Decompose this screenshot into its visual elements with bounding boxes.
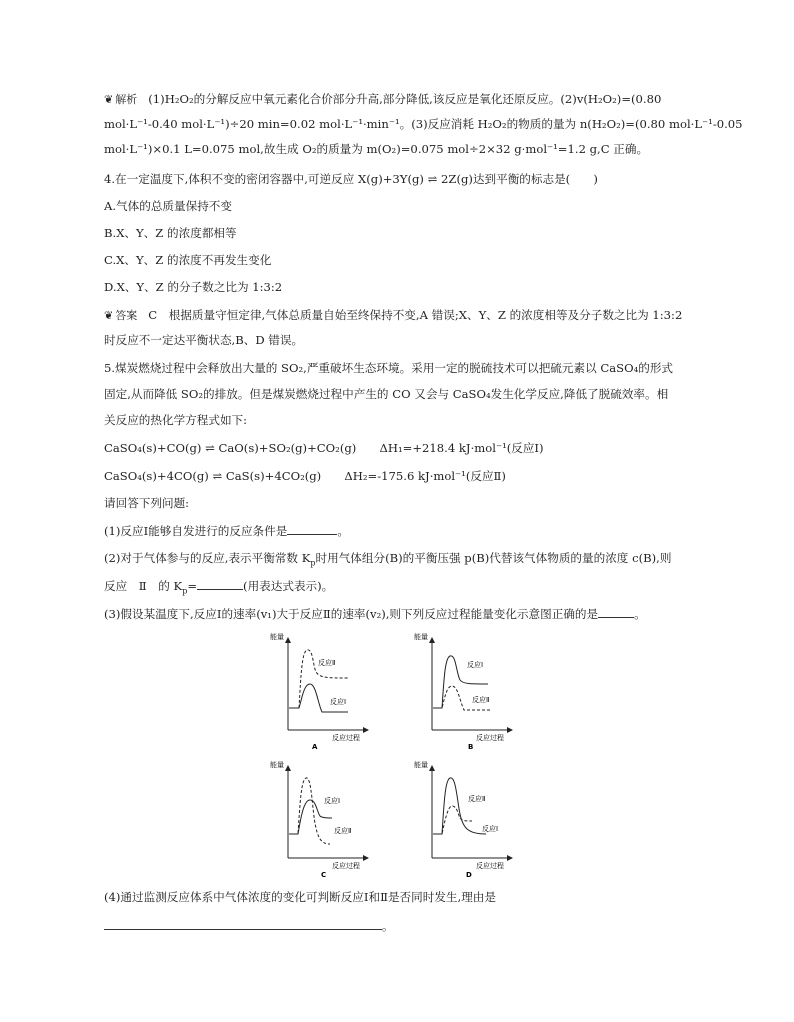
answer-tag: 答案	[115, 309, 138, 322]
x-axis-label: 反应过程	[476, 734, 504, 742]
analysis-line-2: mol·L⁻¹-0.40 mol·L⁻¹)÷20 min=0.02 mol·L⁻¹·min⁻¹。(3)反应消耗 H₂O₂的物质的量为 n(H₂O₂)=(0.80 mol·L⁻¹-0.05	[104, 117, 743, 131]
q5-intro-1: 5.煤炭燃烧过程中会释放出大量的 SO₂,严重破坏生态环境。采用一定的脱硫技术可以把硫元素以 CaSO₄的形式	[104, 361, 674, 375]
q5-equation-2: CaSO₄(s)+4CO(g) ⇌ CaS(s)+4CO₂(g) ΔH₂=-175.6 kJ·mol⁻¹(反应Ⅱ)	[104, 469, 506, 483]
x-axis-label: 反应过程	[476, 862, 504, 870]
answer-blank-1[interactable]	[287, 522, 337, 535]
diagram-label-c: C	[321, 871, 327, 878]
q5-part-2-line-1: (2)对于气体参与的反应,表示平衡常数 $K_p$时用气体组分(B)的平衡压强 p(B)代替该气体物质的量的浓度 c(B),则	[104, 551, 672, 568]
diagram-label-a: A	[312, 743, 318, 750]
y-axis-label: 能量	[414, 633, 428, 641]
answer-blank-3[interactable]	[598, 605, 634, 618]
bullet-icon: ❦	[104, 93, 114, 106]
label-reaction-1: 反应Ⅰ	[330, 698, 347, 706]
q5-part-3: (3)假设某温度下,反应Ⅰ的速率(v₁)大于反应Ⅱ的速率(v₂),则下列反应过程能量变化示意图正确的是 。	[104, 607, 646, 621]
diagram-label-b: B	[468, 743, 474, 750]
q4-option-a: A.气体的总质量保持不变	[104, 199, 232, 213]
analysis-tag: 解析	[115, 93, 138, 106]
q4-answer-line-1: ❦ 答案 C 根据质量守恒定律,气体总质量自始至终保持不变,A 错误;X、Y、Z 的浓度相等及分子数之比为 1:3:2	[104, 308, 683, 322]
q4-answer-line-2: 时反应不一定达平衡状态,B、D 错误。	[104, 333, 304, 347]
q5-part-2-line-2: 反应 Ⅱ 的 $K_p=$ (用表达式表示)。	[104, 579, 334, 596]
q5-part-4: (4)通过监测反应体系中气体浓度的变化可判断反应Ⅰ和Ⅱ是否同时发生,理由是	[104, 890, 496, 904]
label-reaction-2: 反应Ⅱ	[334, 827, 352, 835]
curve-reaction-1	[289, 800, 332, 834]
energy-diagram-c	[268, 756, 378, 878]
q5-part-4-answer-line: 。	[104, 917, 394, 934]
x-axis-label: 反应过程	[332, 734, 360, 742]
diagram-label-d: D	[466, 871, 472, 878]
label-reaction-1: 反应Ⅰ	[482, 825, 499, 833]
q5-intro-2: 固定,从而降低 SO₂的排放。但是煤炭燃烧过程中产生的 CO 又会与 CaSO₄发生化学反应,降低了脱硫效率。相	[104, 387, 669, 401]
q4-option-c: C.X、Y、Z 的浓度不再发生变化	[104, 253, 272, 267]
q4-option-b: B.X、Y、Z 的浓度都相等	[104, 226, 237, 240]
y-axis-label: 能量	[414, 761, 428, 769]
label-reaction-2: 反应Ⅱ	[318, 659, 336, 667]
answer-blank-4[interactable]	[104, 917, 382, 930]
q5-intro-3: 关反应的热化学方程式如下:	[104, 413, 248, 427]
energy-diagram-d	[412, 756, 522, 878]
analysis-line-1: ❦ 解析 (1)H₂O₂的分解反应中氧元素化合价部分升高,部分降低,该反应是氧化还原反应。(2)v(H₂O₂)=(0.80	[104, 92, 662, 106]
bullet-icon: ❦	[104, 309, 114, 322]
curve-reaction-1	[433, 778, 486, 834]
curve-reaction-2	[433, 806, 472, 834]
q5-prompt: 请回答下列问题:	[104, 496, 190, 510]
label-reaction-2: 反应Ⅱ	[468, 795, 486, 803]
energy-diagram-a	[268, 628, 378, 750]
q5-part-1: (1)反应Ⅰ能够自发进行的反应条件是 。	[104, 524, 349, 538]
q5-equation-1: CaSO₄(s)+CO(g) ⇌ CaO(s)+SO₂(g)+CO₂(g) ΔH₁=+218.4 kJ·mol⁻¹(反应Ⅰ)	[104, 441, 544, 455]
x-axis-label: 反应过程	[332, 862, 360, 870]
q4-stem: 4.在一定温度下,体积不变的密闭容器中,可逆反应 X(g)+3Y(g) ⇌ 2Z(g)达到平衡的标志是( )	[104, 172, 598, 186]
analysis-line-3: mol·L⁻¹)×0.1 L=0.075 mol,故生成 O₂的质量为 m(O₂)=0.075 mol÷2×32 g·mol⁻¹=1.2 g,C 正确。	[104, 142, 649, 156]
y-axis-label: 能量	[270, 633, 284, 641]
label-reaction-1: 反应Ⅰ	[324, 797, 341, 805]
answer-blank-2[interactable]	[197, 577, 243, 590]
energy-diagram-b	[412, 628, 522, 750]
label-reaction-1: 反应Ⅰ	[467, 661, 484, 669]
label-reaction-2: 反应Ⅱ	[472, 696, 490, 704]
y-axis-label: 能量	[270, 761, 284, 769]
q4-option-d: D.X、Y、Z 的分子数之比为 1:3:2	[104, 280, 283, 294]
